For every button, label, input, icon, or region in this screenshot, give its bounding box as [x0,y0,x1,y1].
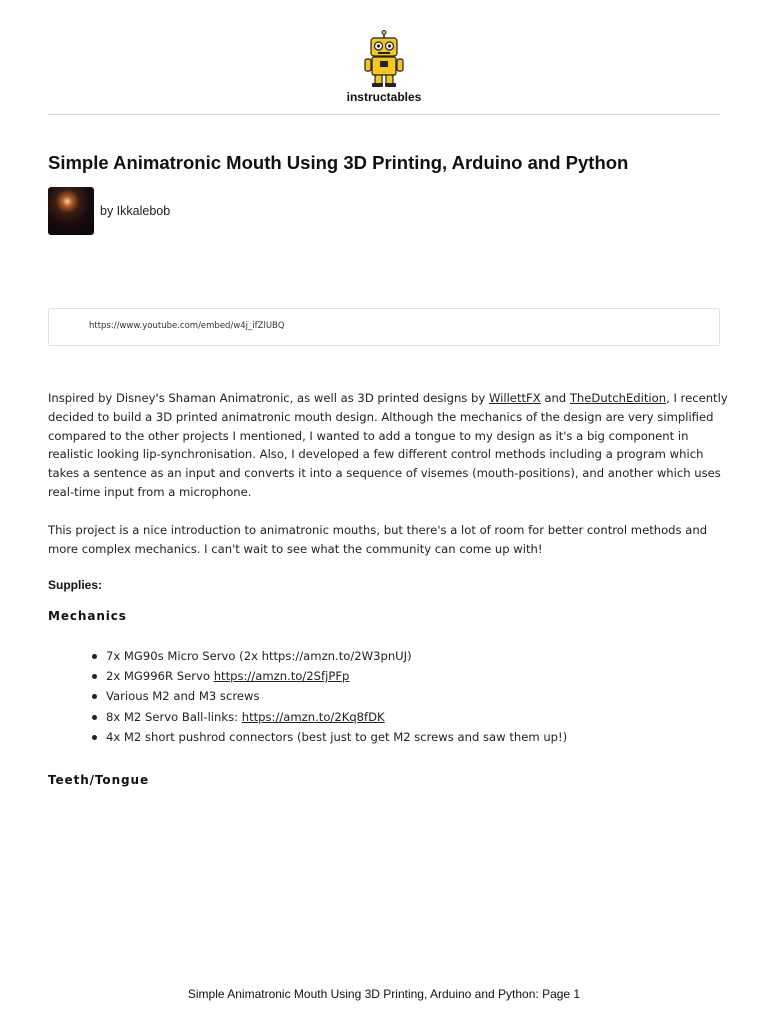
video-embed-url[interactable]: https://www.youtube.com/embed/w4j_ifZlUBQ [89,321,285,331]
link-willettfx[interactable]: WillettFX [488,391,541,405]
intro-paragraph [48,389,728,502]
list-item [90,646,567,666]
list-item-text: Various M2 and M3 screws [106,689,260,704]
list-item-text: 2x MG996R Servo [106,669,214,684]
intro-text-1: Inspired by Disney's Shaman Animatronic, as well as 3D printed designs by [48,391,489,405]
list-item [90,727,567,747]
list-item-link[interactable]: https://amzn.to/2SfjPFp [213,669,350,684]
second-paragraph: This project is a nice introduction to animatronic mouths, but there's a lot of room for better control methods and more complex mechanics. I can't wait to see what the community can come up with! [48,523,708,556]
page-footer: Simple Animatronic Mouth Using 3D Printing, Arduino and Python: Page 1 [187,987,581,1001]
list-item [90,666,567,686]
page-title: Simple Animatronic Mouth Using 3D Printing, Arduino and Python [48,152,629,173]
link-thedutchedition[interactable]: TheDutchEdition [569,391,667,405]
supplies-label: Supplies: [48,578,103,592]
list-item-text: 8x M2 Servo Ball-links: [106,709,242,724]
instructables-robot-logo-icon[interactable] [362,30,406,88]
site-header [0,30,768,104]
intro-text-2: and [540,391,570,405]
teeth-tongue-heading: Teeth/Tongue [48,773,149,787]
author-avatar[interactable] [48,187,94,235]
brand-name: instructables [346,90,422,104]
author-byline[interactable]: by Ikkalebob [100,204,171,218]
intro-text-3: , I recently decided to build a 3D printed animatronic mouth design. Although the mechanics of the design are very simplified compared to the other projects I mentioned, I wanted to add a tongue to my design as it's a big component in realistic looking lip-synchronisation. Also, I developed a few different control methods including a program which takes a sentence as an input and converts it into a sequence of visemes (mouth-positions), and another which uses real-time input from a microphone. [48,391,728,499]
list-item-text: 7x MG90s Micro Servo (2x https://amzn.to/2W3pnUJ) [106,649,412,663]
list-item-text: 4x M2 short pushrod connectors (best just to get M2 screws and saw them up!) [106,729,568,744]
mechanics-heading: Mechanics [48,609,127,623]
video-embed-box[interactable] [48,308,720,346]
list-item [90,707,567,727]
header-divider [48,114,720,115]
mechanics-list [90,646,567,747]
list-item-link[interactable]: https://amzn.to/2Kq8fDK [241,709,385,724]
list-item [90,686,567,706]
